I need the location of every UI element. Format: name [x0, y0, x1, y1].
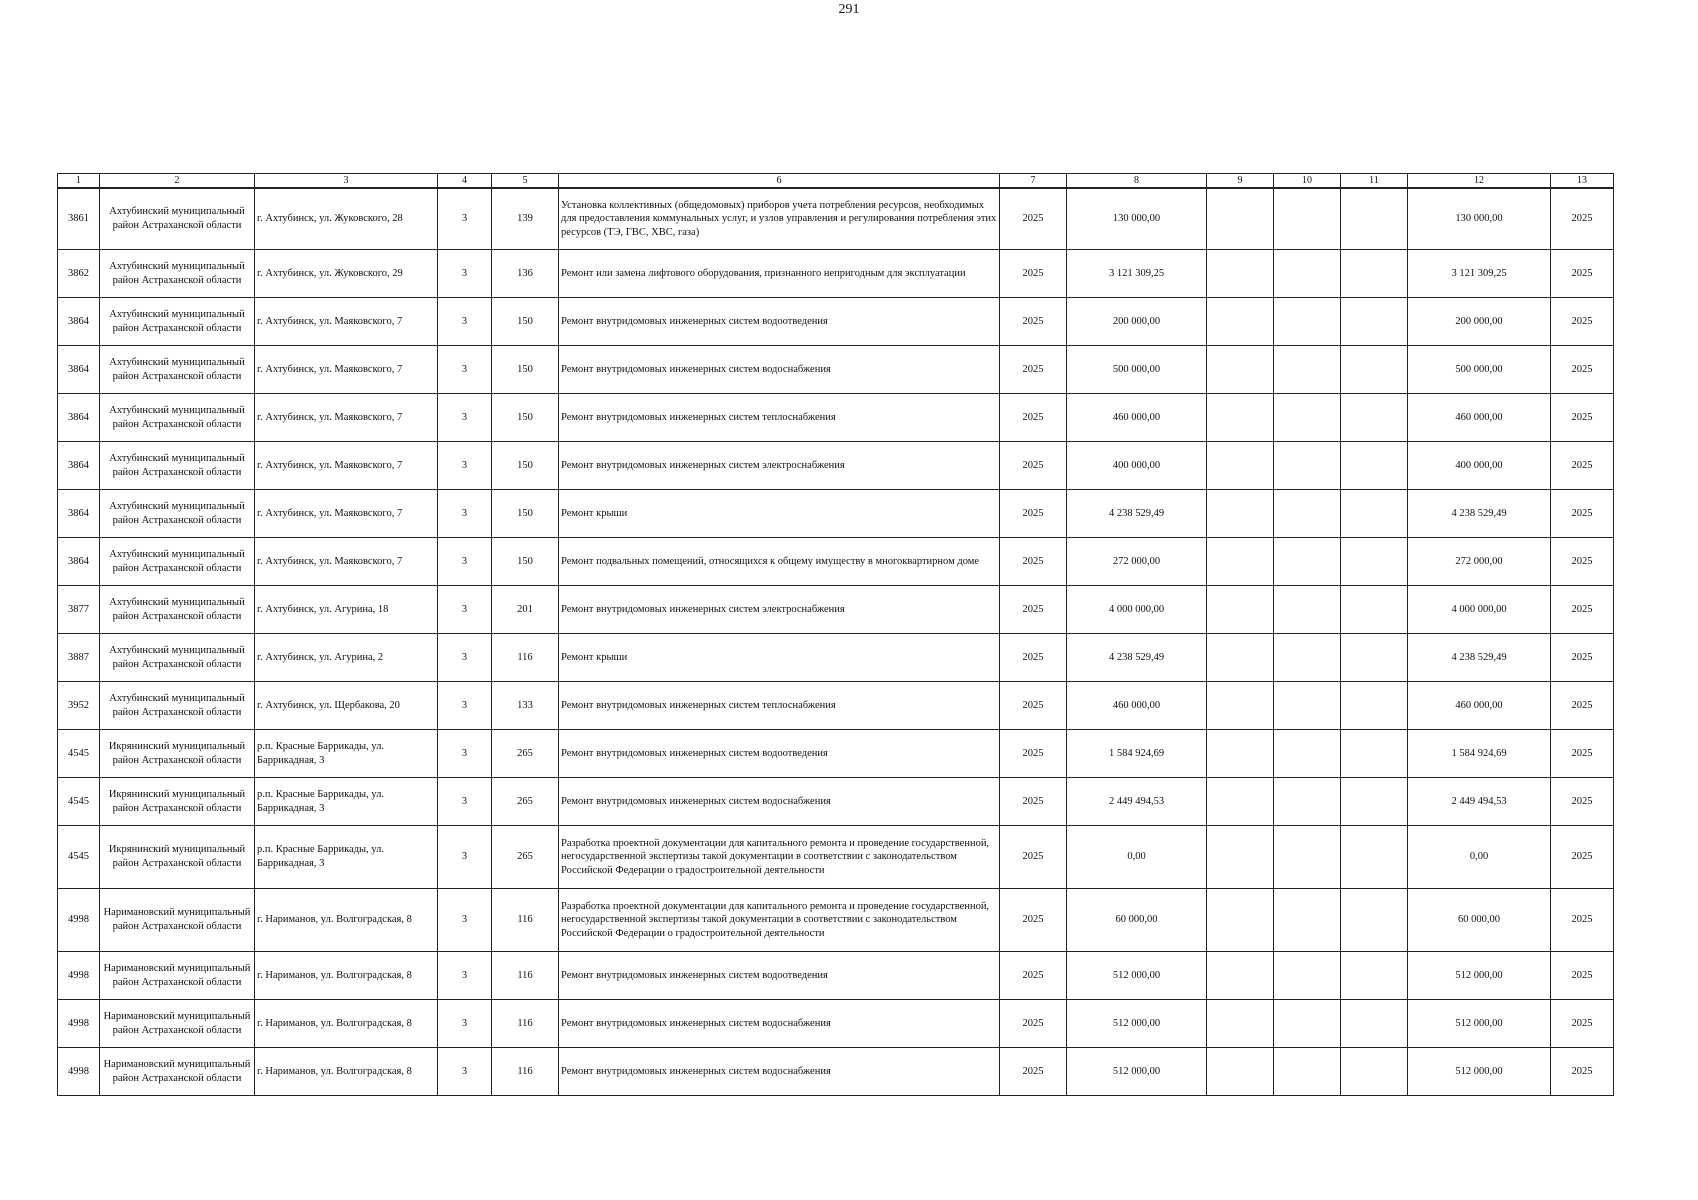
cost: 4 238 529,49	[1067, 634, 1207, 682]
cost: 400 000,00	[1067, 442, 1207, 490]
year: 2025	[1000, 188, 1067, 250]
col-9	[1207, 778, 1274, 826]
col-4: 3	[438, 730, 492, 778]
row-id: 4998	[58, 952, 100, 1000]
row-id: 4998	[58, 1048, 100, 1096]
col-4: 3	[438, 634, 492, 682]
col-5: 265	[492, 730, 559, 778]
col-4: 3	[438, 490, 492, 538]
cost-total: 512 000,00	[1408, 1000, 1551, 1048]
col-5: 150	[492, 490, 559, 538]
year: 2025	[1000, 1000, 1067, 1048]
address: г. Нариманов, ул. Волгоградская, 8	[255, 889, 438, 952]
table-row	[58, 442, 1614, 490]
column-header: 12	[1408, 174, 1551, 189]
table-row	[58, 1000, 1614, 1048]
table-row	[58, 298, 1614, 346]
col-9	[1207, 634, 1274, 682]
table-row	[58, 538, 1614, 586]
work-type: Ремонт крыши	[559, 490, 1000, 538]
col-10	[1274, 1048, 1341, 1096]
col-5: 150	[492, 538, 559, 586]
cost: 512 000,00	[1067, 1000, 1207, 1048]
col-11	[1341, 298, 1408, 346]
work-type: Установка коллективных (общедомовых) приборов учета потребления ресурсов, необходимых для предоставления коммунальных услуг, и узлов управления и регулирования потребления этих ресурсов (ТЭ, ГВС, ХВС, газа)	[559, 188, 1000, 250]
cost-total: 200 000,00	[1408, 298, 1551, 346]
address: р.п. Красные Баррикады, ул. Баррикадная, 3	[255, 730, 438, 778]
col-5: 139	[492, 188, 559, 250]
col-10	[1274, 346, 1341, 394]
col-9	[1207, 298, 1274, 346]
municipality: Икрянинский муниципальный район Астраханской области	[100, 778, 255, 826]
col-10	[1274, 778, 1341, 826]
col-5: 150	[492, 442, 559, 490]
col-10	[1274, 394, 1341, 442]
col-9	[1207, 346, 1274, 394]
col-4: 3	[438, 250, 492, 298]
year-end: 2025	[1551, 682, 1614, 730]
year-end: 2025	[1551, 298, 1614, 346]
col-11	[1341, 682, 1408, 730]
year-end: 2025	[1551, 1000, 1614, 1048]
work-type: Ремонт внутридомовых инженерных систем водоснабжения	[559, 778, 1000, 826]
col-5: 133	[492, 682, 559, 730]
cost-total: 4 238 529,49	[1408, 490, 1551, 538]
row-id: 3864	[58, 394, 100, 442]
cost-total: 512 000,00	[1408, 1048, 1551, 1096]
cost: 500 000,00	[1067, 346, 1207, 394]
col-4: 3	[438, 682, 492, 730]
col-5: 265	[492, 826, 559, 889]
year-end: 2025	[1551, 730, 1614, 778]
row-id: 4545	[58, 778, 100, 826]
address: г. Ахтубинск, ул. Агурина, 2	[255, 634, 438, 682]
col-10	[1274, 442, 1341, 490]
address: г. Ахтубинск, ул. Маяковского, 7	[255, 490, 438, 538]
row-id: 3877	[58, 586, 100, 634]
year: 2025	[1000, 730, 1067, 778]
column-header: 5	[492, 174, 559, 189]
column-header: 11	[1341, 174, 1408, 189]
table-row	[58, 826, 1614, 889]
table-row	[58, 1048, 1614, 1096]
row-id: 4998	[58, 889, 100, 952]
col-11	[1341, 889, 1408, 952]
col-11	[1341, 826, 1408, 889]
table-row	[58, 778, 1614, 826]
municipality: Наримановский муниципальный район Астраханской области	[100, 1048, 255, 1096]
cost-total: 272 000,00	[1408, 538, 1551, 586]
year: 2025	[1000, 490, 1067, 538]
row-id: 3864	[58, 490, 100, 538]
year: 2025	[1000, 778, 1067, 826]
year: 2025	[1000, 346, 1067, 394]
col-10	[1274, 730, 1341, 778]
municipality: Ахтубинский муниципальный район Астраханской области	[100, 250, 255, 298]
municipality: Наримановский муниципальный район Астраханской области	[100, 889, 255, 952]
capital-repair-table	[57, 173, 1614, 1096]
cost-total: 512 000,00	[1408, 952, 1551, 1000]
cost-total: 400 000,00	[1408, 442, 1551, 490]
cost-total: 0,00	[1408, 826, 1551, 889]
col-10	[1274, 188, 1341, 250]
column-header: 7	[1000, 174, 1067, 189]
work-type: Разработка проектной документации для капитального ремонта и проведение государственной, негосударственной экспертизы такой документации в соответствии с законодательством Российской Федерации о градостроительной деятельности	[559, 826, 1000, 889]
cost: 4 238 529,49	[1067, 490, 1207, 538]
column-header: 6	[559, 174, 1000, 189]
col-9	[1207, 250, 1274, 298]
col-11	[1341, 538, 1408, 586]
cost-total: 4 238 529,49	[1408, 634, 1551, 682]
col-10	[1274, 634, 1341, 682]
cost-total: 130 000,00	[1408, 188, 1551, 250]
municipality: Ахтубинский муниципальный район Астраханской области	[100, 538, 255, 586]
address: г. Ахтубинск, ул. Агурина, 18	[255, 586, 438, 634]
col-9	[1207, 586, 1274, 634]
col-10	[1274, 490, 1341, 538]
municipality: Ахтубинский муниципальный район Астраханской области	[100, 490, 255, 538]
cost-total: 2 449 494,53	[1408, 778, 1551, 826]
col-5: 150	[492, 346, 559, 394]
col-9	[1207, 1000, 1274, 1048]
col-10	[1274, 682, 1341, 730]
work-type: Ремонт внутридомовых инженерных систем водоотведения	[559, 730, 1000, 778]
address: г. Ахтубинск, ул. Жуковского, 29	[255, 250, 438, 298]
address: г. Нариманов, ул. Волгоградская, 8	[255, 1000, 438, 1048]
page-number: 291	[838, 2, 860, 17]
year: 2025	[1000, 442, 1067, 490]
row-id: 3861	[58, 188, 100, 250]
address: г. Ахтубинск, ул. Жуковского, 28	[255, 188, 438, 250]
year-end: 2025	[1551, 952, 1614, 1000]
municipality: Икрянинский муниципальный район Астраханской области	[100, 826, 255, 889]
col-9	[1207, 394, 1274, 442]
address: р.п. Красные Баррикады, ул. Баррикадная, 3	[255, 826, 438, 889]
col-10	[1274, 1000, 1341, 1048]
col-9	[1207, 442, 1274, 490]
work-type: Ремонт подвальных помещений, относящихся к общему имуществу в многоквартирном доме	[559, 538, 1000, 586]
row-id: 3864	[58, 298, 100, 346]
col-5: 265	[492, 778, 559, 826]
work-type: Ремонт внутридомовых инженерных систем водоснабжения	[559, 346, 1000, 394]
cost: 130 000,00	[1067, 188, 1207, 250]
cost-total: 4 000 000,00	[1408, 586, 1551, 634]
column-header: 9	[1207, 174, 1274, 189]
col-5: 116	[492, 889, 559, 952]
work-type: Ремонт или замена лифтового оборудования, признанного непригодным для эксплуатации	[559, 250, 1000, 298]
table-row	[58, 682, 1614, 730]
col-11	[1341, 952, 1408, 1000]
year: 2025	[1000, 889, 1067, 952]
cost: 272 000,00	[1067, 538, 1207, 586]
municipality: Ахтубинский муниципальный район Астраханской области	[100, 682, 255, 730]
col-10	[1274, 952, 1341, 1000]
year-end: 2025	[1551, 538, 1614, 586]
address: г. Нариманов, ул. Волгоградская, 8	[255, 952, 438, 1000]
cost-total: 1 584 924,69	[1408, 730, 1551, 778]
col-11	[1341, 442, 1408, 490]
year-end: 2025	[1551, 889, 1614, 952]
address: г. Ахтубинск, ул. Маяковского, 7	[255, 394, 438, 442]
municipality: Наримановский муниципальный район Астраханской области	[100, 1000, 255, 1048]
col-9	[1207, 538, 1274, 586]
col-4: 3	[438, 1000, 492, 1048]
col-5: 116	[492, 952, 559, 1000]
row-id: 3864	[58, 538, 100, 586]
col-11	[1341, 250, 1408, 298]
municipality: Ахтубинский муниципальный район Астраханской области	[100, 298, 255, 346]
col-9	[1207, 188, 1274, 250]
address: г. Нариманов, ул. Волгоградская, 8	[255, 1048, 438, 1096]
col-5: 136	[492, 250, 559, 298]
table-row	[58, 730, 1614, 778]
col-9	[1207, 490, 1274, 538]
col-4: 3	[438, 952, 492, 1000]
year: 2025	[1000, 394, 1067, 442]
row-id: 3952	[58, 682, 100, 730]
cost: 3 121 309,25	[1067, 250, 1207, 298]
municipality: Наримановский муниципальный район Астраханской области	[100, 952, 255, 1000]
cost: 4 000 000,00	[1067, 586, 1207, 634]
col-5: 116	[492, 1048, 559, 1096]
table-row	[58, 346, 1614, 394]
table-row	[58, 634, 1614, 682]
col-4: 3	[438, 394, 492, 442]
year-end: 2025	[1551, 346, 1614, 394]
work-type: Ремонт внутридомовых инженерных систем электроснабжения	[559, 442, 1000, 490]
col-9	[1207, 889, 1274, 952]
row-id: 4545	[58, 826, 100, 889]
work-type: Ремонт внутридомовых инженерных систем водоснабжения	[559, 1000, 1000, 1048]
municipality: Ахтубинский муниципальный район Астраханской области	[100, 394, 255, 442]
col-4: 3	[438, 1048, 492, 1096]
table-row	[58, 250, 1614, 298]
col-4: 3	[438, 538, 492, 586]
col-4: 3	[438, 298, 492, 346]
year: 2025	[1000, 682, 1067, 730]
work-type: Ремонт внутридомовых инженерных систем водоотведения	[559, 298, 1000, 346]
year-end: 2025	[1551, 250, 1614, 298]
column-header: 10	[1274, 174, 1341, 189]
year-end: 2025	[1551, 394, 1614, 442]
col-10	[1274, 538, 1341, 586]
column-header: 13	[1551, 174, 1614, 189]
year-end: 2025	[1551, 778, 1614, 826]
cost: 460 000,00	[1067, 682, 1207, 730]
column-number-row	[58, 174, 1614, 189]
cost-total: 60 000,00	[1408, 889, 1551, 952]
col-11	[1341, 1048, 1408, 1096]
col-10	[1274, 298, 1341, 346]
col-4: 3	[438, 442, 492, 490]
col-5: 116	[492, 634, 559, 682]
row-id: 3887	[58, 634, 100, 682]
col-9	[1207, 952, 1274, 1000]
row-id: 4545	[58, 730, 100, 778]
row-id: 3862	[58, 250, 100, 298]
col-5: 150	[492, 394, 559, 442]
col-5: 116	[492, 1000, 559, 1048]
municipality: Ахтубинский муниципальный район Астраханской области	[100, 188, 255, 250]
work-type: Ремонт внутридомовых инженерных систем теплоснабжения	[559, 394, 1000, 442]
col-11	[1341, 394, 1408, 442]
work-type: Ремонт внутридомовых инженерных систем электроснабжения	[559, 586, 1000, 634]
cost: 1 584 924,69	[1067, 730, 1207, 778]
cost: 512 000,00	[1067, 1048, 1207, 1096]
col-11	[1341, 586, 1408, 634]
col-5: 150	[492, 298, 559, 346]
cost: 200 000,00	[1067, 298, 1207, 346]
column-header: 2	[100, 174, 255, 189]
year: 2025	[1000, 586, 1067, 634]
cost: 2 449 494,53	[1067, 778, 1207, 826]
address: р.п. Красные Баррикады, ул. Баррикадная, 3	[255, 778, 438, 826]
year-end: 2025	[1551, 634, 1614, 682]
year: 2025	[1000, 826, 1067, 889]
cost-total: 460 000,00	[1408, 682, 1551, 730]
address: г. Ахтубинск, ул. Маяковского, 7	[255, 538, 438, 586]
address: г. Ахтубинск, ул. Маяковского, 7	[255, 346, 438, 394]
col-11	[1341, 634, 1408, 682]
col-10	[1274, 250, 1341, 298]
col-11	[1341, 188, 1408, 250]
col-4: 3	[438, 586, 492, 634]
col-11	[1341, 778, 1408, 826]
address: г. Ахтубинск, ул. Маяковского, 7	[255, 298, 438, 346]
year-end: 2025	[1551, 826, 1614, 889]
year: 2025	[1000, 538, 1067, 586]
table-row	[58, 952, 1614, 1000]
table-row	[58, 889, 1614, 952]
cost: 460 000,00	[1067, 394, 1207, 442]
row-id: 3864	[58, 346, 100, 394]
col-11	[1341, 1000, 1408, 1048]
column-header: 4	[438, 174, 492, 189]
col-9	[1207, 1048, 1274, 1096]
col-9	[1207, 682, 1274, 730]
year: 2025	[1000, 298, 1067, 346]
col-10	[1274, 826, 1341, 889]
row-id: 3864	[58, 442, 100, 490]
table-row	[58, 490, 1614, 538]
table-row	[58, 188, 1614, 250]
year-end: 2025	[1551, 442, 1614, 490]
year-end: 2025	[1551, 188, 1614, 250]
address: г. Ахтубинск, ул. Щербакова, 20	[255, 682, 438, 730]
column-header: 8	[1067, 174, 1207, 189]
municipality: Ахтубинский муниципальный район Астраханской области	[100, 346, 255, 394]
cost: 512 000,00	[1067, 952, 1207, 1000]
year-end: 2025	[1551, 1048, 1614, 1096]
municipality: Ахтубинский муниципальный район Астраханской области	[100, 634, 255, 682]
column-header: 3	[255, 174, 438, 189]
col-10	[1274, 889, 1341, 952]
work-type: Ремонт крыши	[559, 634, 1000, 682]
column-header: 1	[58, 174, 100, 189]
work-type: Ремонт внутридомовых инженерных систем водоотведения	[559, 952, 1000, 1000]
work-type: Разработка проектной документации для капитального ремонта и проведение государственной, негосударственной экспертизы такой документации в соответствии с законодательством Российской Федерации о градостроительной деятельности	[559, 889, 1000, 952]
year: 2025	[1000, 634, 1067, 682]
cost-total: 460 000,00	[1408, 394, 1551, 442]
col-10	[1274, 586, 1341, 634]
municipality: Ахтубинский муниципальный район Астраханской области	[100, 442, 255, 490]
work-type: Ремонт внутридомовых инженерных систем водоснабжения	[559, 1048, 1000, 1096]
year: 2025	[1000, 250, 1067, 298]
cost: 60 000,00	[1067, 889, 1207, 952]
work-type: Ремонт внутридомовых инженерных систем теплоснабжения	[559, 682, 1000, 730]
col-11	[1341, 490, 1408, 538]
table-row	[58, 586, 1614, 634]
col-4: 3	[438, 889, 492, 952]
cost-total: 3 121 309,25	[1408, 250, 1551, 298]
year-end: 2025	[1551, 490, 1614, 538]
col-9	[1207, 826, 1274, 889]
year-end: 2025	[1551, 586, 1614, 634]
cost-total: 500 000,00	[1408, 346, 1551, 394]
col-4: 3	[438, 188, 492, 250]
row-id: 4998	[58, 1000, 100, 1048]
year: 2025	[1000, 1048, 1067, 1096]
municipality: Ахтубинский муниципальный район Астраханской области	[100, 586, 255, 634]
year: 2025	[1000, 952, 1067, 1000]
table-row	[58, 394, 1614, 442]
municipality: Икрянинский муниципальный район Астраханской области	[100, 730, 255, 778]
col-9	[1207, 730, 1274, 778]
col-4: 3	[438, 778, 492, 826]
cost: 0,00	[1067, 826, 1207, 889]
col-4: 3	[438, 826, 492, 889]
col-11	[1341, 346, 1408, 394]
col-4: 3	[438, 346, 492, 394]
col-5: 201	[492, 586, 559, 634]
address: г. Ахтубинск, ул. Маяковского, 7	[255, 442, 438, 490]
col-11	[1341, 730, 1408, 778]
